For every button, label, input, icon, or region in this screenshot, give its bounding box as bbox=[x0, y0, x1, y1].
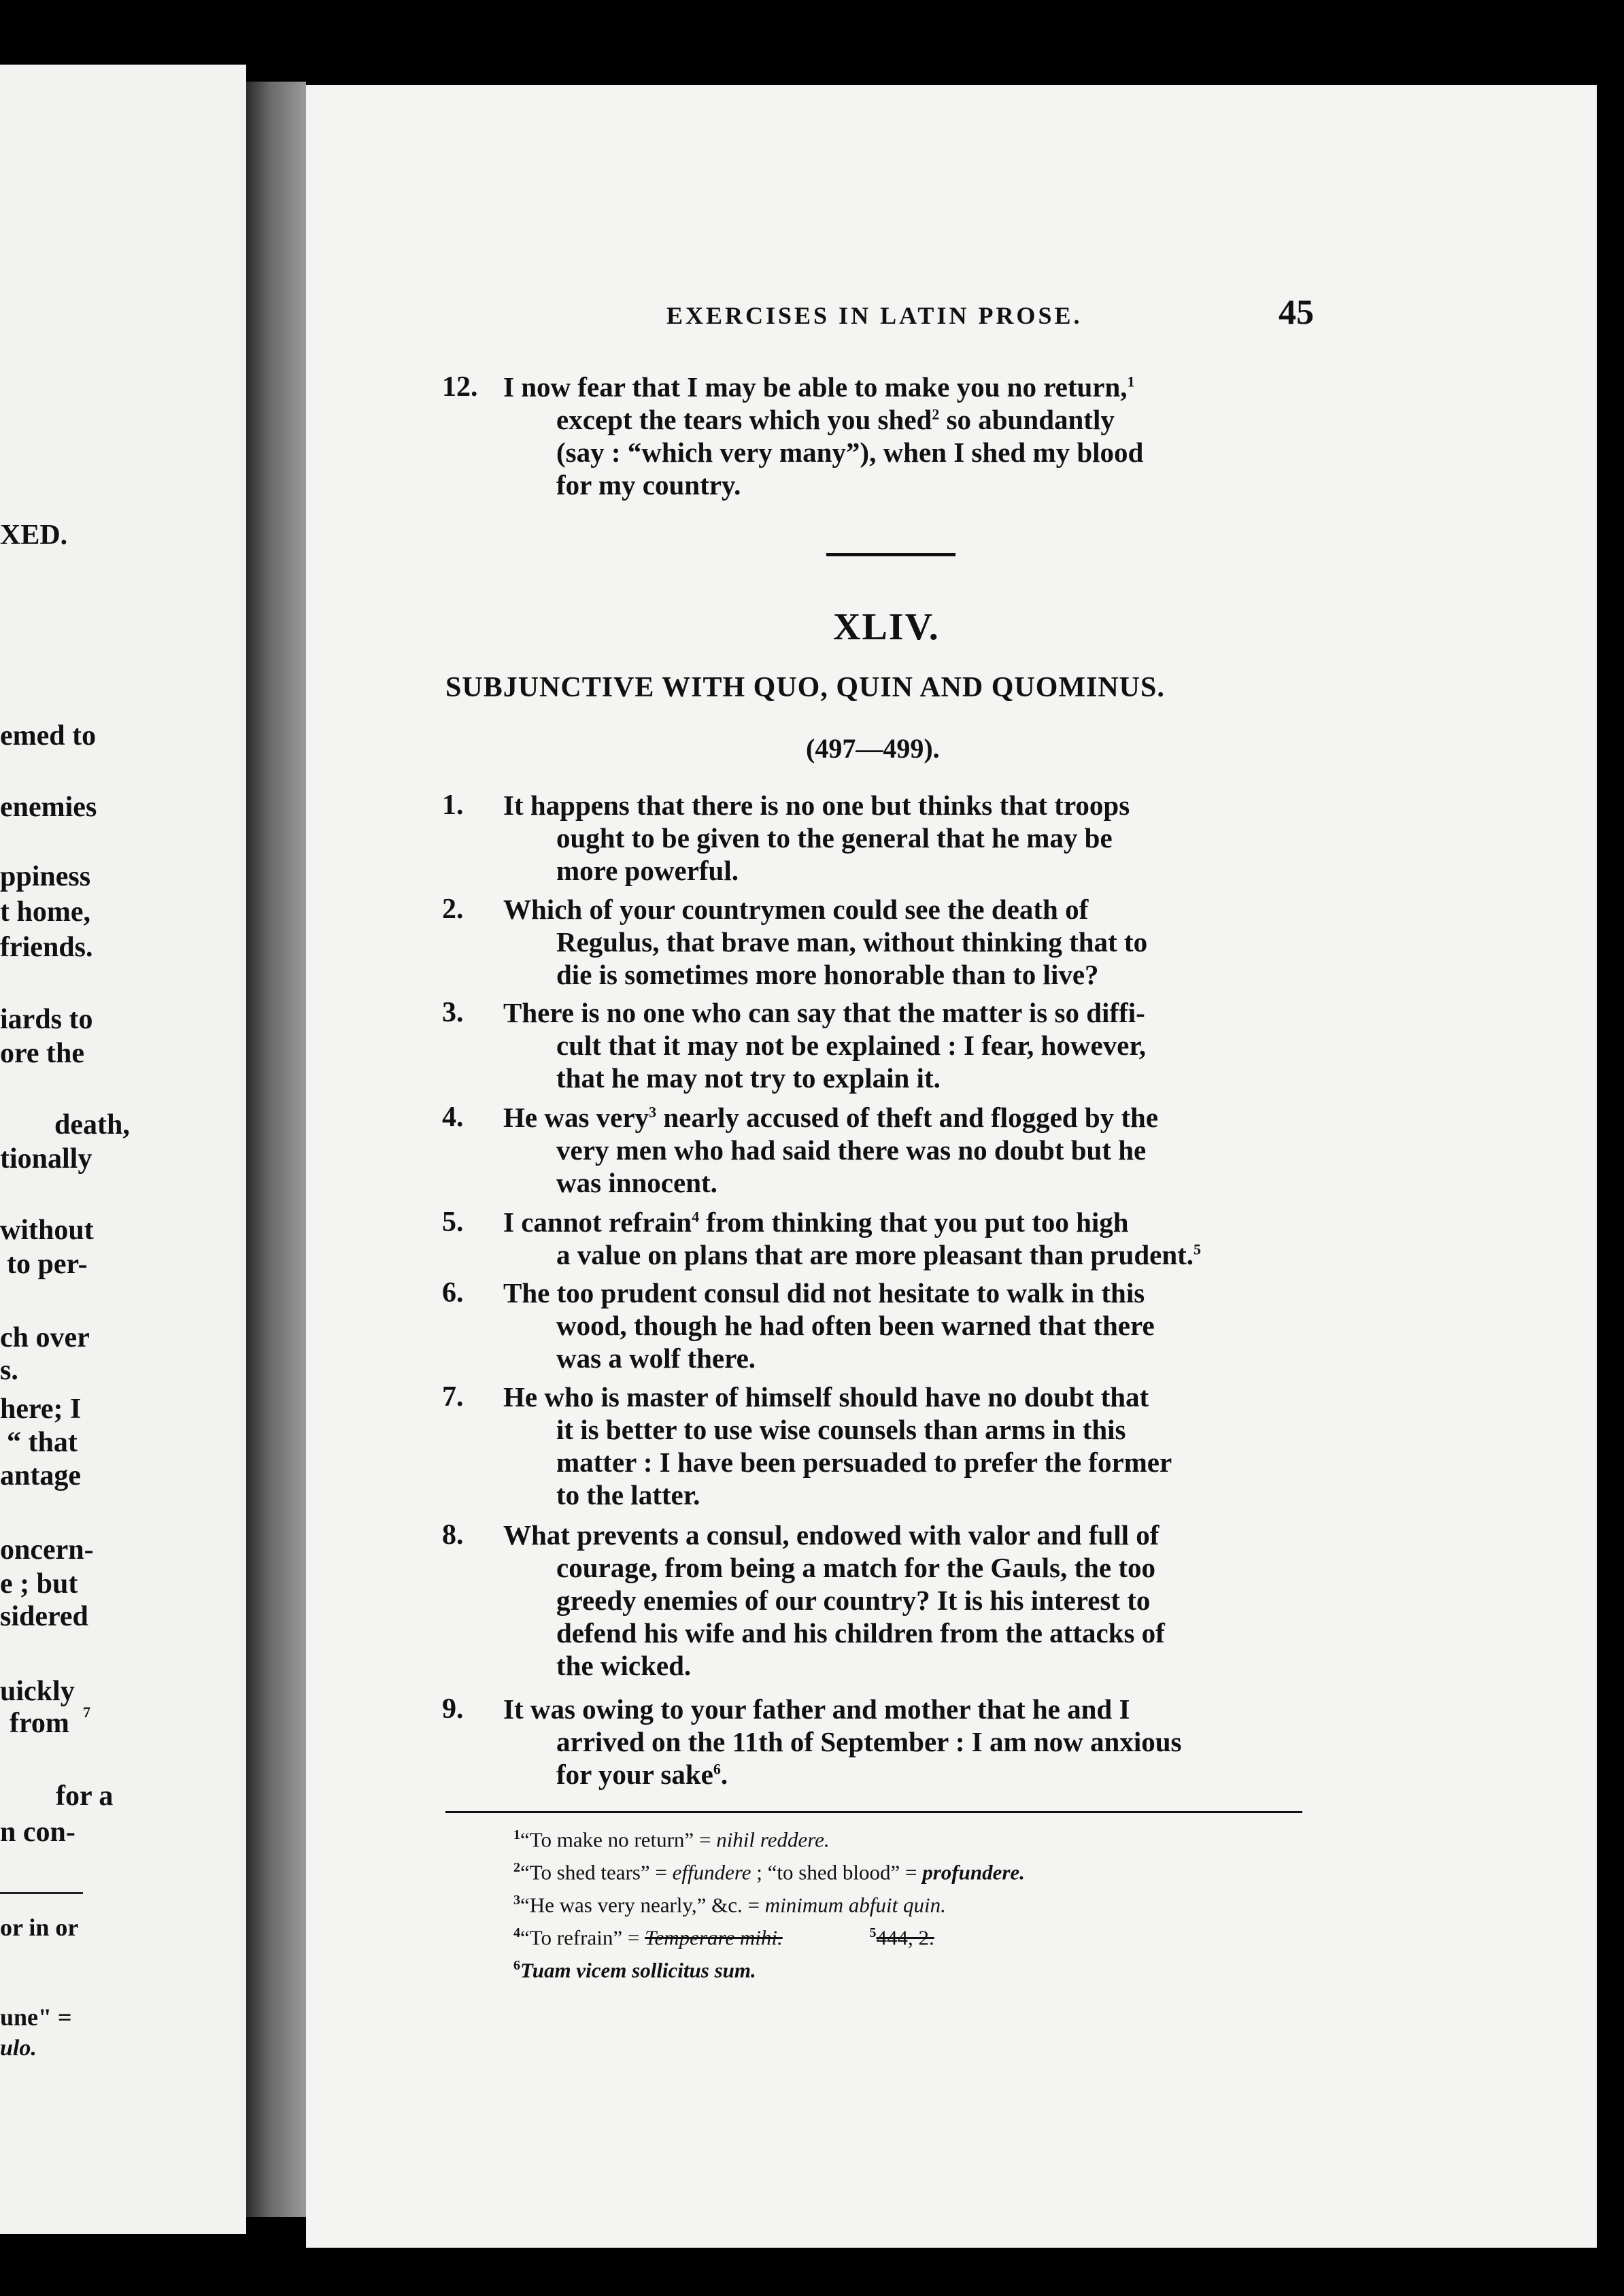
section-reference: (497—499). bbox=[806, 733, 940, 764]
exercise-item-8 bbox=[442, 1519, 1292, 1682]
exercise-item-3 bbox=[442, 996, 1292, 1094]
left-footnote-fragment: or in or bbox=[0, 1914, 79, 1941]
exercise-number: 6. bbox=[442, 1277, 464, 1309]
footnote-ref: 2 bbox=[932, 405, 940, 423]
left-fragment: for a bbox=[56, 1780, 114, 1812]
left-fragment: ch over bbox=[0, 1322, 90, 1353]
footnote-6: $^6$Tuam vicem sollicitus sum. bbox=[513, 1958, 756, 1982]
exercise-number: 7. bbox=[442, 1381, 464, 1413]
footnote-4: $^4$“To refrain” = Temperare mihi. $^5$444, 2. bbox=[513, 1925, 934, 1950]
exercise-item-6 bbox=[442, 1277, 1292, 1374]
right-page bbox=[306, 85, 1597, 2248]
left-fragment: oncern- bbox=[0, 1534, 94, 1566]
left-fragment: emed to bbox=[0, 720, 97, 752]
exercise-item-2 bbox=[442, 893, 1292, 991]
left-fragment: enemies bbox=[0, 792, 97, 823]
left-fragment: “ that bbox=[7, 1427, 78, 1458]
left-fragment: e ; but bbox=[0, 1568, 78, 1600]
exercise-number: 2. bbox=[442, 894, 464, 925]
running-header: EXERCISES IN LATIN PROSE. bbox=[666, 302, 1083, 329]
exercise-number: 12. bbox=[442, 371, 478, 403]
left-fragment: ppiness bbox=[0, 861, 91, 892]
footnote-ref: 5 bbox=[1194, 1240, 1202, 1258]
section-number: XLIV. bbox=[833, 606, 940, 648]
exercise-text: There is no one who can say that the matter is so diffi- cult that it may not be explained : I fear, however, that he may not try to explain it. bbox=[503, 997, 1147, 1094]
footnote-ref: 6 bbox=[713, 1760, 721, 1778]
exercise-text: It happens that there is no one but thinks that troops ought to be given to the general that he may be more powerful. bbox=[503, 790, 1130, 886]
left-footnote-fragment: une" = bbox=[0, 2004, 72, 2031]
exercise-text: It was owing to your father and mother that he and I arrived on the 11th of September : I am now anxious for your sake$^6$. bbox=[503, 1693, 1182, 1790]
left-fragment: t home, bbox=[0, 896, 90, 928]
left-fragment: sidered bbox=[0, 1601, 88, 1632]
exercise-number: 1. bbox=[442, 790, 464, 821]
exercise-text: He was very$^3$ nearly accused of theft and flogged by the very men who had said there was no doubt but he was innocent. bbox=[503, 1102, 1159, 1198]
left-fragment: s. bbox=[0, 1355, 18, 1386]
left-fragment: uickly bbox=[0, 1676, 75, 1707]
left-fragment: iards to bbox=[0, 1004, 93, 1035]
exercise-number: 9. bbox=[442, 1693, 464, 1725]
exercise-text: He who is master of himself should have no doubt that it is better to use wise counsels than arms in this matter : I have been persuaded to prefer the former to the latter. bbox=[503, 1381, 1172, 1510]
left-fragment: ore the bbox=[0, 1038, 85, 1069]
left-fragment: XED. bbox=[0, 520, 68, 551]
exercise-text: The too prudent consul did not hesitate to walk in this wood, though he had often been warned that there was a wolf there. bbox=[503, 1277, 1155, 1374]
exercise-text: I cannot refrain$^4$ from thinking that you put too high a value on plans that are more pleasant than prudent.$^5$ bbox=[503, 1206, 1202, 1270]
left-fragment: n con- bbox=[0, 1817, 75, 1848]
left-facing-page bbox=[0, 65, 246, 2234]
exercise-item-4 bbox=[442, 1101, 1292, 1199]
footnote-rule bbox=[445, 1811, 1302, 1813]
exercise-item-9 bbox=[442, 1693, 1292, 1791]
footnote-3: $^3$“He was very nearly,” &c. = minimum abfuit quin. bbox=[513, 1893, 946, 1917]
exercise-item-1 bbox=[442, 789, 1292, 887]
left-fragment: here; I bbox=[0, 1394, 82, 1425]
exercise-item-12 bbox=[442, 371, 1292, 501]
footnote-ref: 4 bbox=[692, 1208, 700, 1226]
left-fragment: without bbox=[0, 1215, 94, 1246]
left-footnote-fragment: ulo. bbox=[0, 2036, 37, 2061]
exercise-text: What prevents a consul, endowed with valor and full of courage, from being a match for the Gauls, the too greedy enemies of our country? It is his interest to defend his wife and his children from the attacks of the wicked. bbox=[503, 1519, 1165, 1681]
book-gutter-shadow bbox=[246, 82, 306, 2217]
exercise-item-7 bbox=[442, 1381, 1292, 1511]
footnote-1: $^1$“To make no return” = nihil reddere. bbox=[513, 1827, 830, 1852]
exercise-number: 8. bbox=[442, 1519, 464, 1551]
footnote-ref: 1 bbox=[1127, 373, 1135, 390]
left-fragment: to per- bbox=[7, 1249, 88, 1280]
footnote-ref: 3 bbox=[649, 1103, 657, 1121]
exercise-text: I now fear that I may be able to make you no return,$^1$ except the tears which you shed$^2$ so abundantly (say : “which very many”), when I shed my blood for my country. bbox=[503, 371, 1144, 501]
left-footnote-mark: 7 bbox=[83, 1704, 90, 1721]
exercise-number: 3. bbox=[442, 997, 464, 1028]
exercise-text: Which of your countrymen could see the death of Regulus, that brave man, without thinking that to die is sometimes more honorable than to live? bbox=[503, 894, 1148, 990]
left-fragment: friends. bbox=[0, 932, 93, 963]
left-fragment: from bbox=[10, 1708, 69, 1739]
section-divider bbox=[826, 553, 955, 556]
left-fragment: tionally bbox=[0, 1143, 92, 1175]
section-title: SUBJUNCTIVE WITH QUO, QUIN AND QUOMINUS. bbox=[445, 672, 1165, 703]
footnote-2: $^2$“To shed tears” = effundere ; “to shed blood” = profundere. bbox=[513, 1860, 1025, 1885]
left-fragment: death, bbox=[54, 1109, 130, 1141]
left-fragment: antage bbox=[0, 1460, 81, 1491]
left-footnote-rule bbox=[0, 1892, 83, 1894]
exercise-number: 5. bbox=[442, 1206, 464, 1238]
exercise-number: 4. bbox=[442, 1102, 464, 1133]
page-number: 45 bbox=[1279, 293, 1314, 332]
exercise-item-5 bbox=[442, 1206, 1292, 1271]
